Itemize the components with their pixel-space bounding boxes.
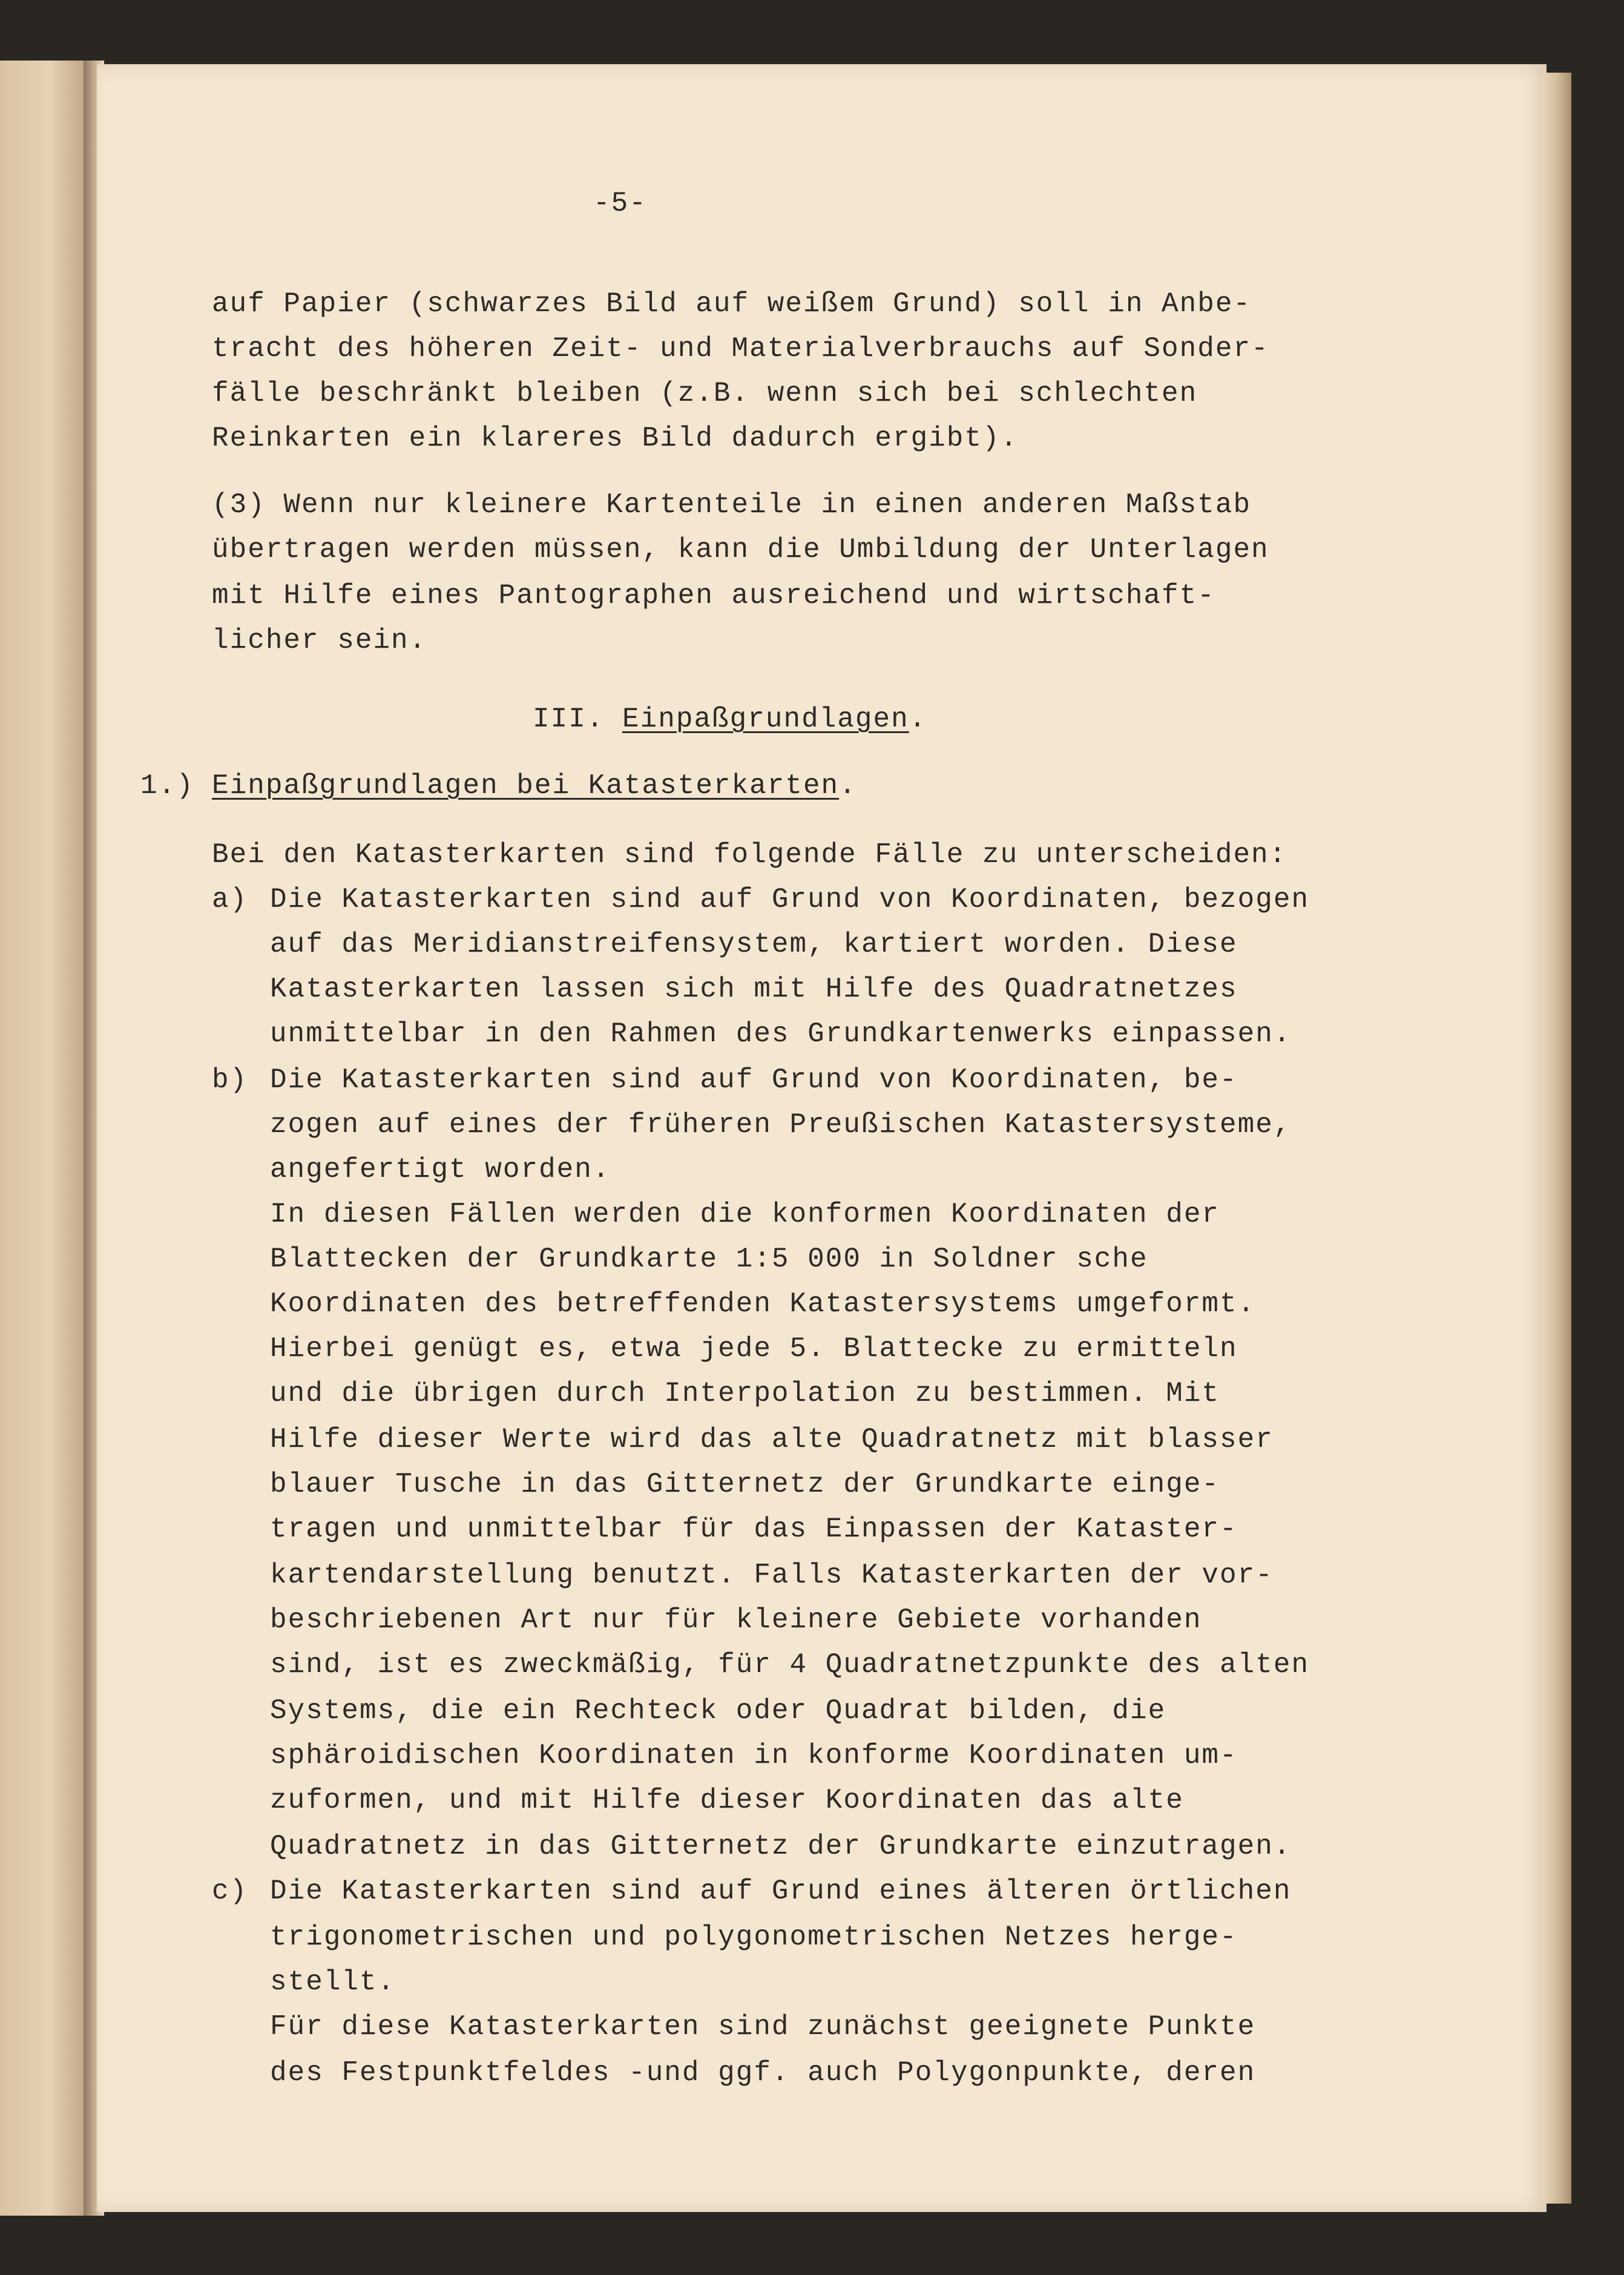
text-line: Quadratnetz in das Gitternetz der Grundkarte einzutragen. [270, 1831, 1292, 1862]
section-period: . [909, 703, 927, 735]
text-line: (3) Wenn nur kleinere Kartenteile in einen anderen Maßstab [212, 489, 1252, 521]
text-line: stellt. [270, 1966, 396, 1998]
text-line: trigonometrischen und polygonometrischen Netzes herge- [270, 1921, 1238, 1953]
text-line: Reinkarten ein klareres Bild dadurch ergibt). [212, 423, 1019, 454]
left-page-edge [0, 61, 91, 2216]
text-line: kartendarstellung benutzt. Falls Katasterkarten der vor- [270, 1559, 1274, 1591]
text-line: Systems, die ein Rechteck oder Quadrat bilden, die [270, 1695, 1166, 1727]
text-line: Koordinaten des betreffenden Katastersystems umgeformt. [270, 1288, 1256, 1320]
text-line: fälle beschränkt bleiben (z.B. wenn sich bei schlechten [212, 378, 1198, 409]
text-line: zogen auf eines der früheren Preußischen Katastersysteme, [270, 1109, 1292, 1141]
case-label: a) [212, 884, 248, 915]
text-line: Die Katasterkarten sind auf Grund von Koordinaten, bezogen [270, 884, 1310, 915]
text-line: licher sein. [212, 625, 427, 656]
subsection-number: 1.) [140, 770, 194, 802]
case-c [97, 1875, 1547, 2275]
typed-text [97, 64, 1547, 2212]
page [97, 64, 1547, 2212]
text-line: beschriebenen Art nur für kleinere Gebiete vorhanden [270, 1604, 1202, 1636]
subsection-title: Einpaßgrundlagen bei Katasterkarten [212, 770, 840, 802]
text-line: blauer Tusche in das Gitternetz der Grundkarte einge- [270, 1469, 1220, 1500]
subsection-period: . [839, 770, 857, 802]
text-line: tragen und unmittelbar für das Einpassen der Kataster- [270, 1513, 1238, 1545]
text-line: In diesen Fällen werden die konformen Koordinaten der [270, 1199, 1220, 1230]
subsection-heading [212, 766, 857, 805]
text-line: angefertigt worden. [270, 1154, 611, 1185]
text-line: sphäroidischen Koordinaten in konforme Koordinaten um- [270, 1740, 1238, 1771]
text-line: unmittelbar in den Rahmen des Grundkartenwerks einpassen. [270, 1018, 1292, 1050]
text-line: auf das Meridianstreifensystem, kartiert worden. Diese [270, 929, 1238, 960]
text-line: des Festpunktfeldes -und ggf. auch Polygonpunkte, deren [270, 2057, 1256, 2089]
page-number: -5- [593, 188, 647, 219]
text-line: Hilfe dieser Werte wird das alte Quadratnetz mit blasser [270, 1424, 1274, 1455]
text-line: Die Katasterkarten sind auf Grund von Koordinaten, be- [270, 1064, 1238, 1096]
paragraph-2 [97, 489, 1547, 694]
text-line: und die übrigen durch Interpolation zu bestimmen. Mit [270, 1378, 1220, 1409]
text-line: zuformen, und mit Hilfe dieser Koordinaten das alte [270, 1785, 1184, 1816]
text-line: Katasterkarten lassen sich mit Hilfe des Quadratnetzes [270, 973, 1238, 1005]
section-title: Einpaßgrundlagen [622, 703, 909, 735]
text-line: Für diese Katasterkarten sind zunächst geeignete Punkte [270, 2011, 1256, 2043]
intro-line: Bei den Katasterkarten sind folgende Fälle zu unterscheiden: [212, 839, 1287, 871]
text-line: Blattecken der Grundkarte 1:5 000 in Soldner sche [270, 1243, 1148, 1275]
case-label: b) [212, 1064, 248, 1096]
section-heading [533, 700, 927, 739]
text-line: übertragen werden müssen, kann die Umbildung der Unterlagen [212, 534, 1269, 565]
case-label: c) [212, 1875, 248, 1907]
text-line: sind, ist es zweckmäßig, für 4 Quadratnetzpunkte des alten [270, 1649, 1310, 1681]
section-numeral: III. [533, 703, 605, 735]
right-page-edge [1543, 73, 1571, 2204]
text-line: mit Hilfe eines Pantographen ausreichend und wirtschaft- [212, 580, 1215, 611]
text-line: Die Katasterkarten sind auf Grund eines älteren örtlichen [270, 1875, 1292, 1907]
text-line: auf Papier (schwarzes Bild auf weißem Grund) soll in Anbe- [212, 288, 1252, 320]
text-line: Hierbei genügt es, etwa jede 5. Blattecke zu ermitteln [270, 1333, 1238, 1365]
text-line: tracht des höheren Zeit- und Materialverbrauchs auf Sonder- [212, 333, 1269, 364]
paragraph-1 [97, 222, 1547, 454]
